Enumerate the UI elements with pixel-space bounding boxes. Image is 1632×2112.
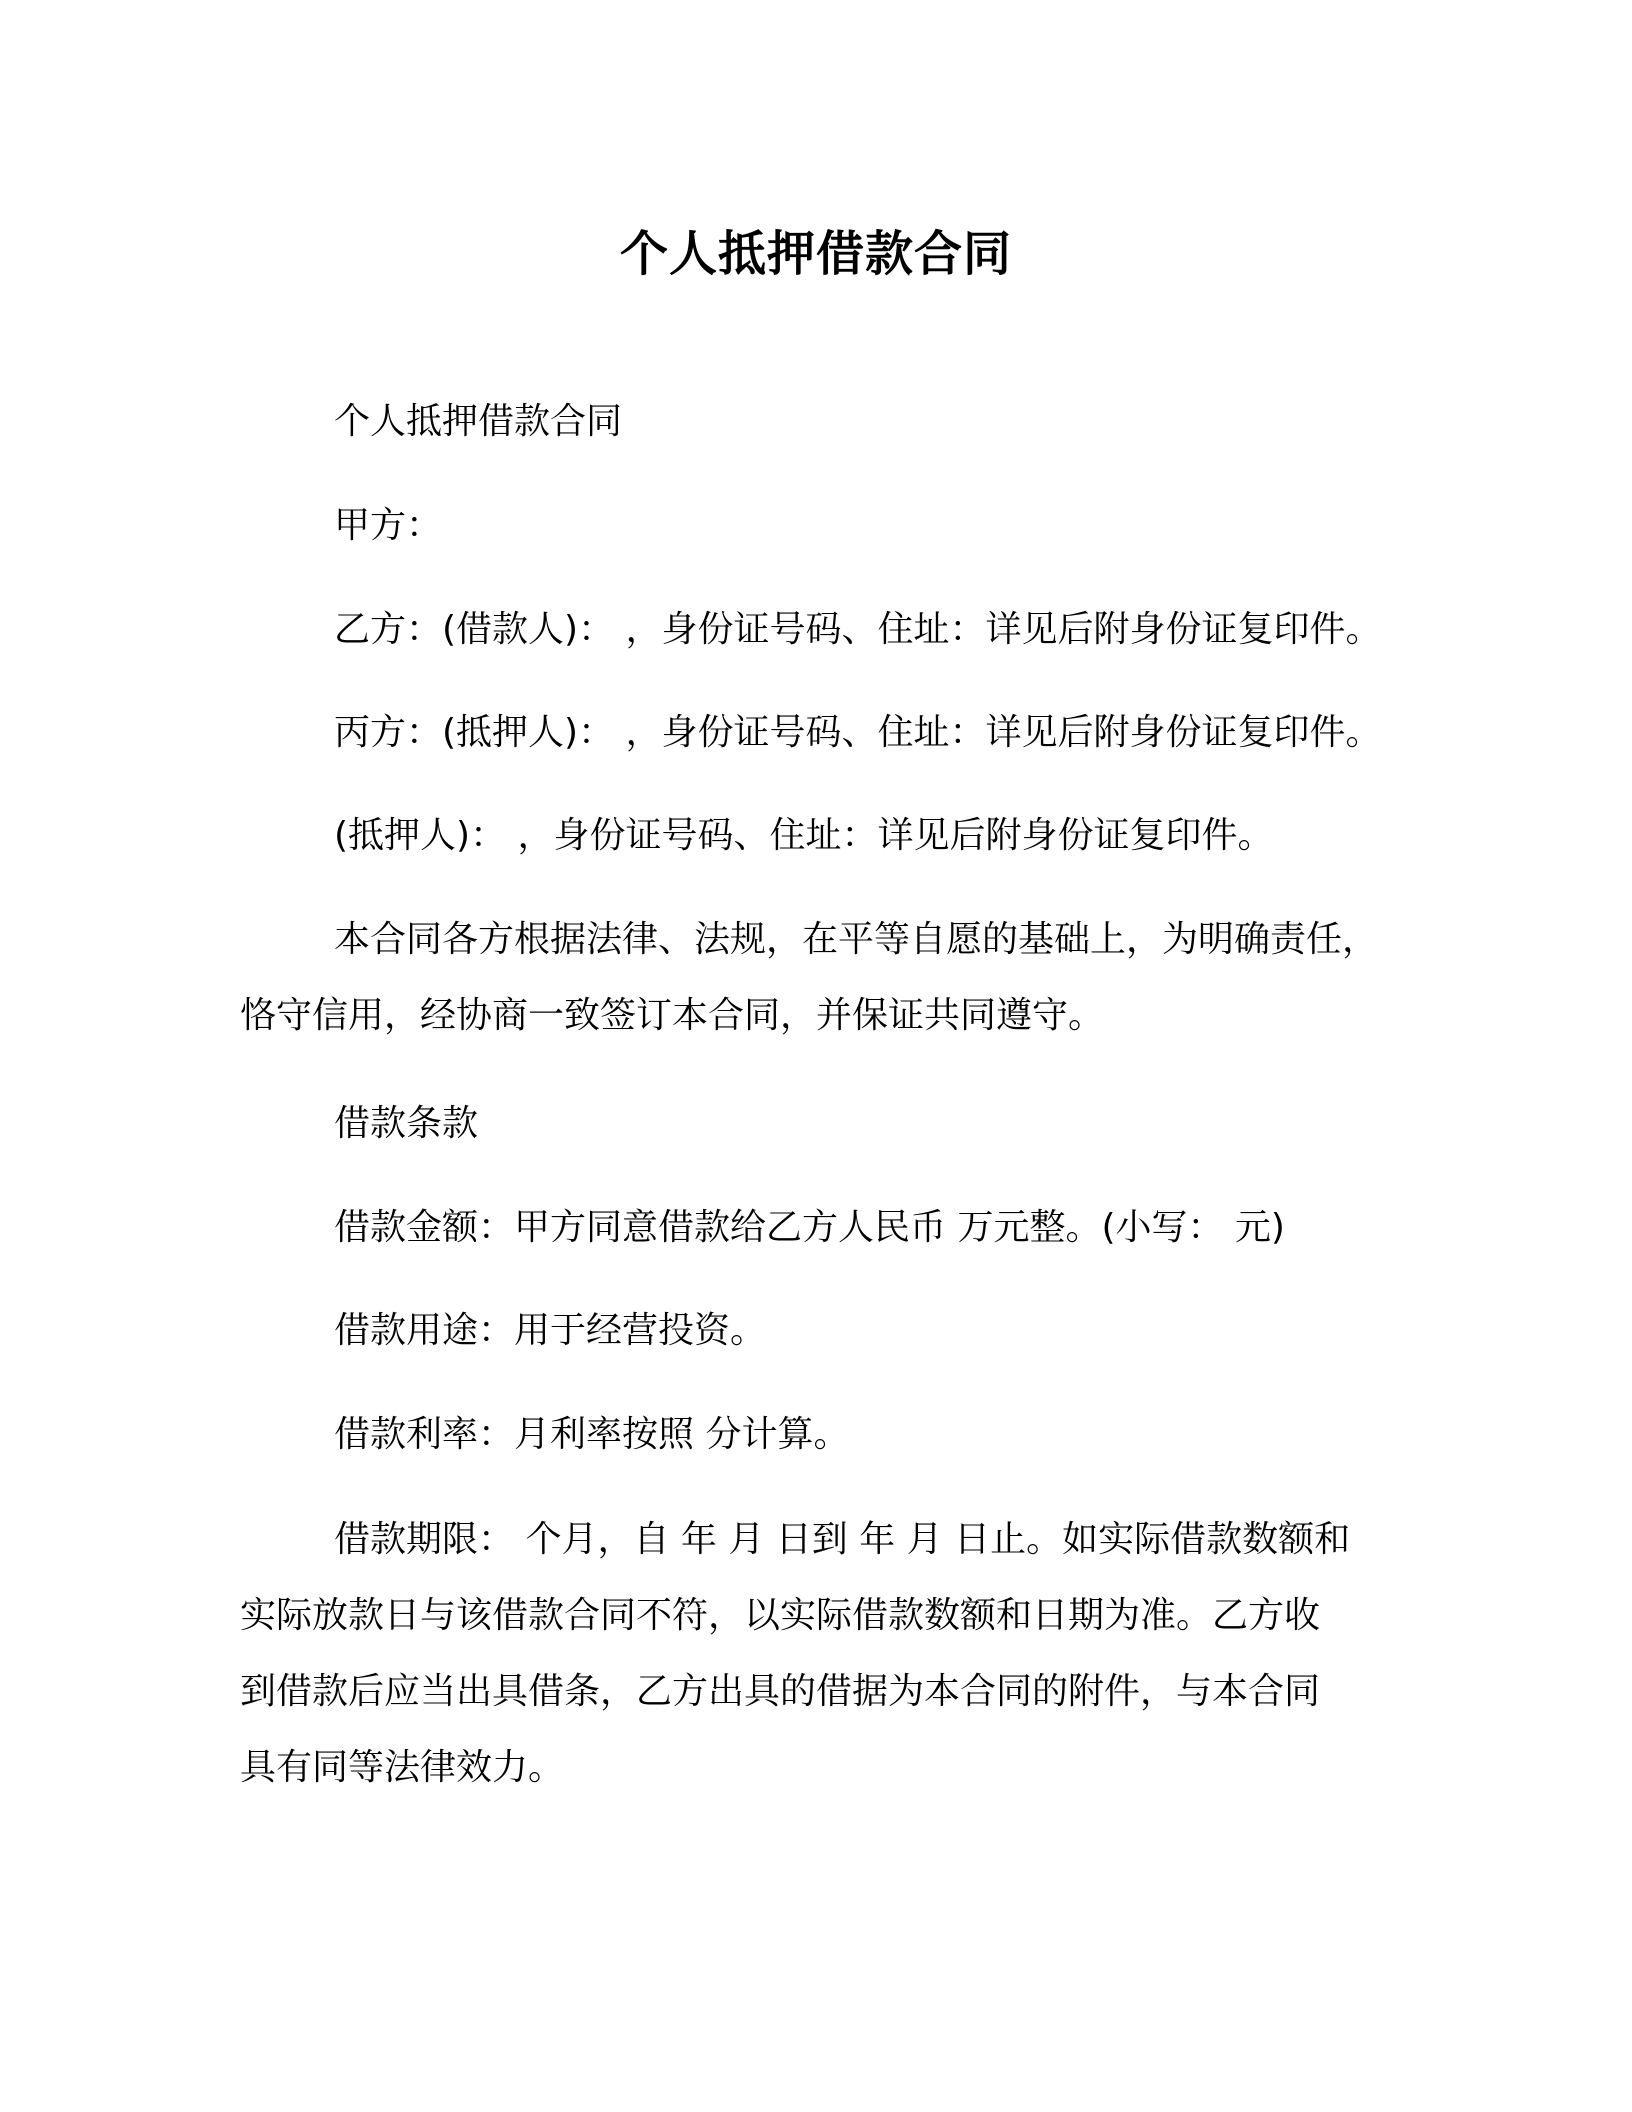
paragraph-mortgagor: (抵押人)： ，身份证号码、住址：详见后附身份证复印件。: [334, 815, 1274, 856]
paragraph-party-c: 丙方：(抵押人)： ，身份证号码、住址：详见后附身份证复印件。: [334, 712, 1382, 753]
paragraph-loan-terms-heading: 借款条款: [334, 1103, 479, 1144]
paragraph-heading: 个人抵押借款合同: [334, 401, 623, 442]
paragraph-loan-purpose: 借款用途：用于经营投资。: [334, 1310, 767, 1351]
paragraph-loan-term-line-1: 借款期限： 个月，自 年 月 日到 年 月 日止。如实际借款数额和: [334, 1519, 1351, 1560]
paragraph-loan-term-line-2: 实际放款日与该借款合同不符，以实际借款数额和日期为准。乙方收: [240, 1595, 1321, 1636]
paragraph-loan-term-line-3: 到借款后应当出具借条，乙方出具的借据为本合同的附件，与本合同: [240, 1671, 1321, 1712]
paragraph-loan-term-line-4: 具有同等法律效力。: [240, 1747, 565, 1788]
document-title: 个人抵押借款合同: [619, 226, 1012, 282]
paragraph-preamble: [240, 902, 1412, 1054]
paragraph-preamble-line-2: 恪守信用，经协商一致签订本合同，并保证共同遵守。: [240, 995, 1105, 1036]
paragraph-loan-rate: 借款利率：月利率按照 分计算。: [334, 1414, 850, 1455]
paragraph-party-a: 甲方：: [334, 505, 443, 546]
paragraph-party-b: 乙方：(借款人)： ，身份证号码、住址：详见后附身份证复印件。: [334, 609, 1382, 650]
paragraph-preamble-line-1: 本合同各方根据法律、法规，在平等自愿的基础上，为明确责任，: [334, 919, 1379, 960]
paragraph-loan-term: [240, 1502, 1412, 1806]
paragraph-loan-amount: 借款金额：甲方同意借款给乙方人民币 万元整。(小写： 元): [334, 1207, 1285, 1248]
